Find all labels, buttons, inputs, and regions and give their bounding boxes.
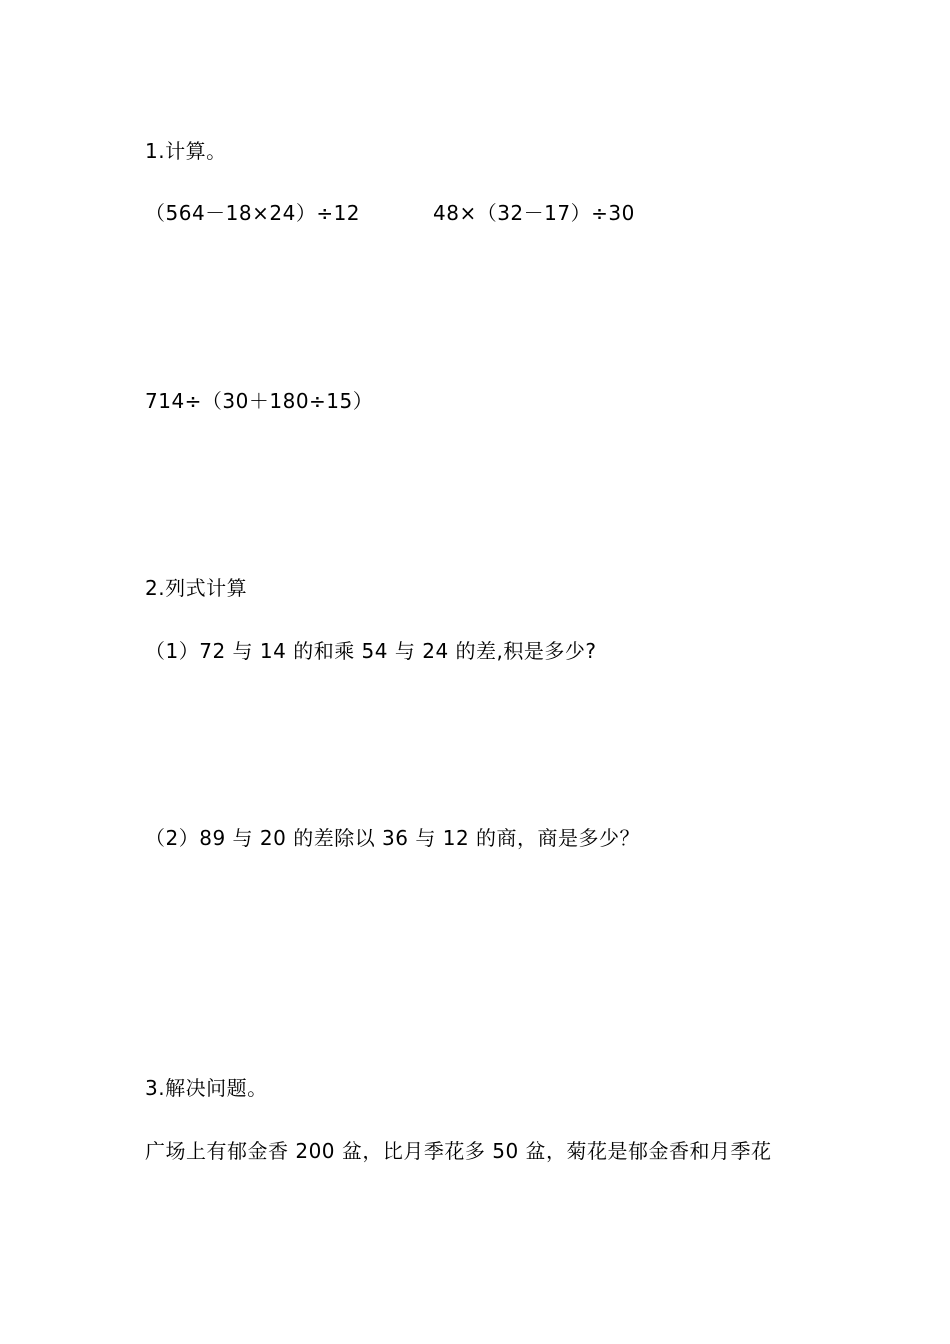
expression-3: 714÷（30＋180÷15） [145, 389, 374, 413]
problem-text: 广场上有郁金香 200 盆，比月季花多 50 盆，菊花是郁金香和月季花 [145, 1139, 772, 1163]
question-1: （1）72 与 14 的和乘 54 与 24 的差,积是多少? [145, 639, 597, 663]
section2-heading: 2.列式计算 [145, 576, 248, 600]
section3-heading: 3.解决问题。 [145, 1076, 268, 1100]
question-2: （2）89 与 20 的差除以 36 与 12 的商，商是多少？ [145, 826, 641, 850]
expression-2: 48×（32－17）÷30 [433, 201, 635, 225]
expression-1: （564－18×24）÷12 [145, 201, 361, 225]
section1-heading: 1.计算。 [145, 139, 227, 163]
